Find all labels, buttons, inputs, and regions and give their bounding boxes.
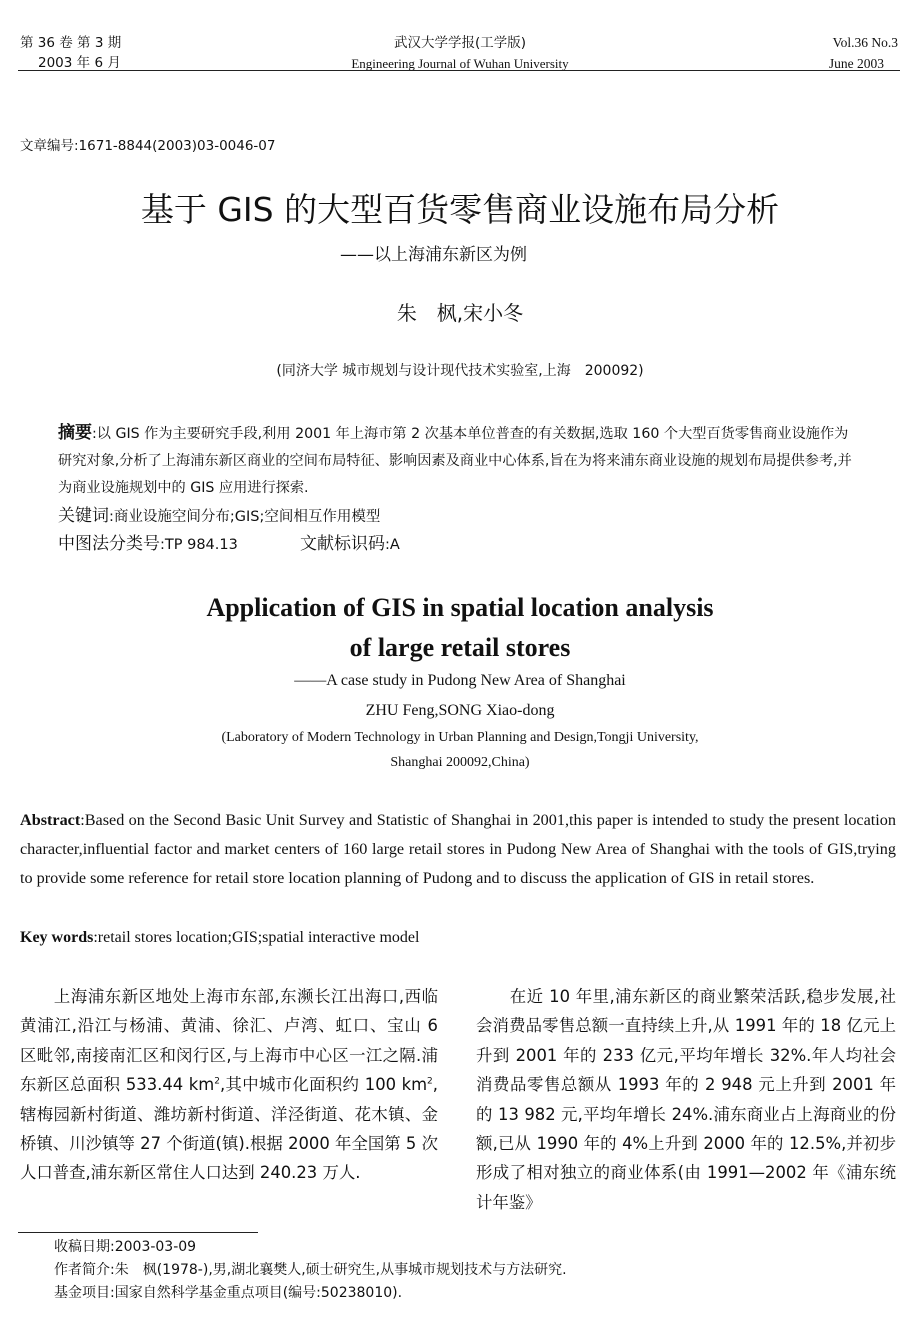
clc-value: :TP 984.13	[160, 537, 238, 553]
keywords-en	[20, 926, 419, 950]
body-paragraph: 在近 10 年里,浦东新区的商业繁荣活跃,稳步发展,社会消费品零售总额一直持续上升,从 1991 年的 18 亿元上升到 2001 年的 233 亿元,平均年增长 32%.年人均社会消费品零售总额从 1993 年的 2 948 元上升到 2001 年的 13 982 元,平均年增长 24%.浦东商业占上海商业的份额,已从 1990 年的 4%上升到 2000 年的 12.5%,并初步形成了相对独立的商业体系(由 1991—2002 年《浦东统计年鉴》	[476, 987, 896, 1212]
subtitle-cn: ——以上海浦东新区为例	[340, 245, 527, 265]
abstract-cn	[58, 420, 860, 502]
keywords-cn-text: :商业设施空间分布;GIS;空间相互作用模型	[109, 509, 381, 525]
abstract-en-label: Abstract	[20, 811, 81, 829]
clc-label: 中图法分类号	[58, 534, 160, 554]
document-code	[300, 532, 400, 557]
keywords-en-text: :retail stores location;GIS;spatial interactive model	[93, 929, 420, 946]
affiliation-en-line1: (Laboratory of Modern Technology in Urban Planning and Design,Tongji University,	[221, 730, 699, 745]
authors-cn: 朱 枫,宋小冬	[396, 301, 524, 325]
keywords-cn-label: 关键词	[58, 506, 109, 526]
keywords-cn	[58, 504, 380, 529]
header-rule	[18, 70, 900, 71]
journal-name-en: Engineering Journal of Wuhan University	[351, 56, 569, 71]
journal-date: 2003 年 6 月	[38, 55, 121, 71]
abstract-en	[20, 806, 896, 894]
doc-code-value: :A	[385, 537, 400, 553]
footnote-received: 收稿日期:2003-03-09	[54, 1239, 197, 1255]
clc-number	[58, 532, 238, 557]
body-column-right	[476, 982, 896, 1217]
footnote-rule	[18, 1232, 258, 1233]
footnote-author-bio: 作者简介:朱 枫(1978-),男,湖北襄樊人,硕士研究生,从事城市规划技术与方法研究.	[54, 1262, 567, 1278]
affiliation-cn: (同济大学 城市规划与设计现代技术实验室,上海 200092)	[276, 363, 644, 379]
title-cn: 基于 GIS 的大型百货零售商业设施布局分析	[140, 190, 780, 229]
title-en-line2: of large retail stores	[349, 633, 571, 662]
body-column-left	[20, 982, 438, 1188]
authors-en: ZHU Feng,SONG Xiao-dong	[365, 702, 555, 719]
journal-date-en: June 2003	[828, 56, 884, 71]
body-paragraph: 上海浦东新区地处上海市东部,东濒长江出海口,西临黄浦江,沿江与杨浦、黄浦、徐汇、卢湾、虹口、宝山 6 区毗邻,南接南汇区和闵行区,与上海市中心区一江之隔.浦东新区总面积 533.44 $km^2$,其中城市化面积约 100 $km^2$,辖梅园新村街道、潍坊新村街道、洋泾街道、花木镇、金桥镇、川沙镇等 27 个街道(镇).根据 2000 年全国第 5 次人口普查,浦东新区常住人口达到 240.23 万人.	[20, 987, 438, 1183]
keywords-en-label: Key words	[20, 929, 94, 946]
journal-volume-issue: 第 36 卷 第 3 期	[20, 35, 122, 51]
footnote-funding: 基金项目:国家自然科学基金重点项目(编号:50238010).	[54, 1285, 403, 1301]
affiliation-en-line2: Shanghai 200092,China)	[390, 755, 530, 770]
abstract-cn-label: 摘要	[58, 423, 92, 443]
title-en-line1: Application of GIS in spatial location analysis	[206, 593, 714, 622]
abstract-cn-text: :以 GIS 作为主要研究手段,利用 2001 年上海市第 2 次基本单位普查的有关数据,选取 160 个大型百货零售商业设施作为研究对象,分析了上海浦东新区商业的空间布局特征、影响因素及商业中心体系,旨在为将来浦东商业设施的规划布局提供参考,并为商业设施规划中的 GIS 应用进行探索.	[58, 426, 852, 496]
journal-volume-en: Vol.36 No.3	[832, 35, 898, 50]
doc-code-label: 文献标识码	[300, 534, 385, 554]
abstract-en-text: :Based on the Second Basic Unit Survey and Statistic of Shanghai in 2001,this paper is intended to study the present location character,influential factor and market centers of 160 large retail stores in Pudong New Area of Shanghai with the tools of GIS,trying to provide some reference for retail store location planning of Pudong and to discuss the application of GIS in retail stores.	[20, 811, 896, 888]
article-number: 文章编号:1671-8844(2003)03-0046-07	[20, 138, 276, 154]
subtitle-en: ——A case study in Pudong New Area of Shanghai	[294, 672, 626, 689]
journal-name-cn: 武汉大学学报(工学版)	[393, 35, 527, 51]
